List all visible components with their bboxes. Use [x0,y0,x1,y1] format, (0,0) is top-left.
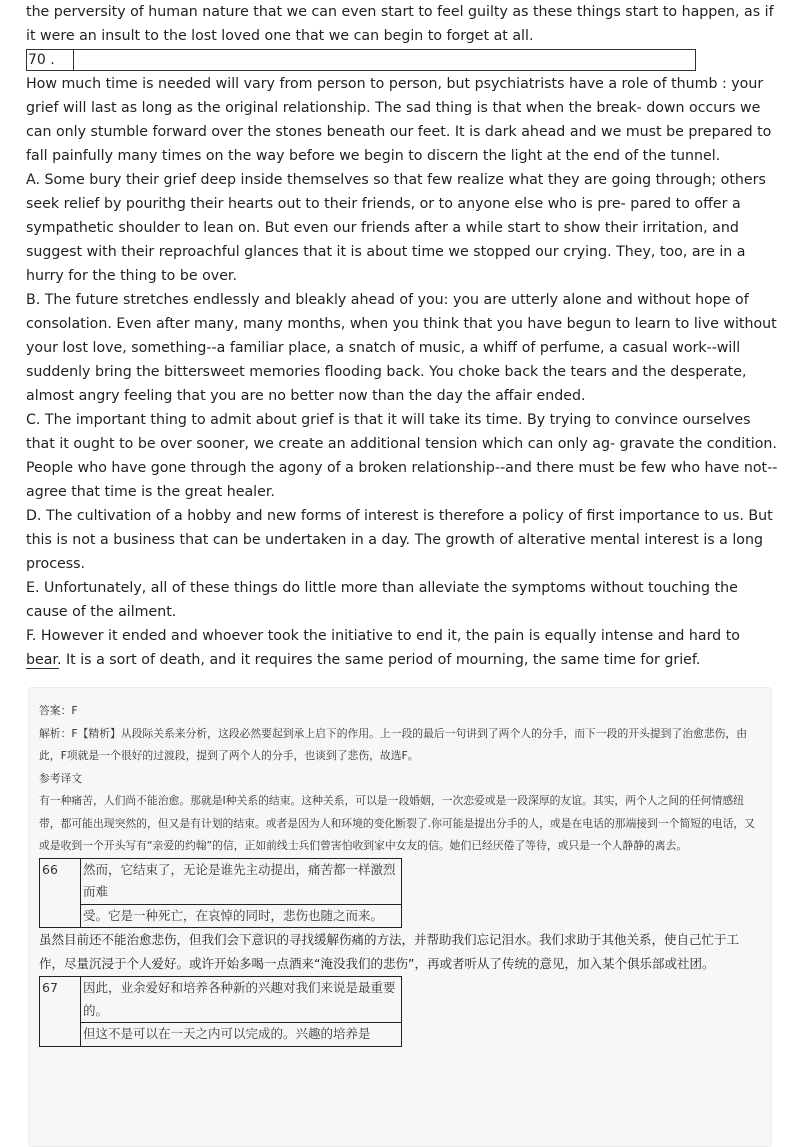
question-section [26,0,778,672]
answer-blank[interactable] [74,49,696,71]
option-b: B. The future stretches endlessly and bleakly ahead of you: you are utterly alone and without hope of consolation. Even after many, many months, when you think that you have begun to learn to live without your lost love, something--a familiar place, a snatch of music, a whiff of perfume, a casual work--will suddenly bring the bittersweet memories flooding back. You choke back the tears and the desperate, almost angry feeling that you are no better now than the day the affair ended. [26,292,777,404]
blank-underline [26,668,59,669]
question-number-row [26,48,778,72]
top-fragment: the perversity of human nature that we can even start to feel guilty as these things start to happen, as if it were an insult to the lost loved one that we can begin to forget at all. [26,4,774,44]
analysis-panel [28,687,772,1147]
table-number: 66 [40,858,81,928]
following-paragraph: How much time is needed will vary from person to person, but psychiatrists have a role of thumb : your grief will last as long as the original relationship. The sad thing is that when the break- down occurs we can only stumble forward over the stones beneath our feet. It is dark ahead and we must be prepared to fall painfully many times on the way before we begin to discern the light at the end of the tunnel. [26,76,772,164]
explanation: 解析：F【精析】从段际关系来分析，这段必然要起到承上启下的作用。上一段的最后一句讲到了两个人的分手，而下一段的开头提到了治愈悲伤，由此，F项就是一个很好的过渡段，提到了两个人的分手，也谈到了悲伤，故选F。 [39,726,748,762]
translation-label: 参考译文 [39,771,83,785]
question-number: 70 . [26,49,74,71]
table-line: 然而，它结束了，无论是谁先主动提出，痛苦都一样激烈而难 [81,858,402,904]
table-number: 67 [40,977,81,1047]
table-line: 因此，业余爱好和培养各种新的兴趣对我们来说是最重要的。 [81,977,402,1023]
option-c: C. The important thing to admit about grief is that it will take its time. By trying to convince ourselves that it ought to be over sooner, we create an additional tension which can only ag- gravate the condition. People who have gone through the agony of a broken relationship--and there must be few who have not--agree that time is the great healer. [26,412,778,500]
option-f: F. However it ended and whoever took the initiative to end it, the pain is equally intense and hard to bear. It is a sort of death, and it requires the same period of mourning, the same time for grief. [26,628,740,668]
translation-table-66 [39,858,402,929]
middle-paragraph: 虽然目前还不能治愈悲伤，但我们会下意识的寻找缓解伤痛的方法，并帮助我们忘记泪水。我们求助于其他关系，使自己忙于工作，尽量沉浸于个人爱好。或许开始多喝一点酒来“淹没我们的悲伤”，再或者听从了传统的意见，加入某个俱乐部或社团。 [39,932,740,971]
option-a: A. Some bury their grief deep inside themselves so that few realize what they are going through; others seek relief by pourithg their hearts out to their friends, or to anyone else who is pre- pared to offer a sympathetic shoulder to lean on. But even our friends after a while start to show their irritation, and suggest with their reproachful glances that it is about time we stopped our crying. They, too, are in a hurry for the thing to be over. [26,172,766,284]
table-line: 但这不是可以在一天之内可以完成的。兴趣的培养是 [81,1023,402,1047]
option-d: D. The cultivation of a hobby and new forms of interest is therefore a policy of first importance to us. But this is not a business that can be undertaken in a day. The growth of alterative mental interest is a long process. [26,508,773,572]
answer-line: 答案：F [39,704,78,717]
option-e: E. Unfortunately, all of these things do little more than alleviate the symptoms without touching the cause of the ailment. [26,580,738,620]
translation-table-67 [39,976,402,1047]
table-line: 受。它是一种死亡，在哀悼的同时，悲伤也随之而来。 [81,904,402,928]
translation-intro: 有一种痛苦，人们尚不能治愈。那就是I种关系的结束。这种关系，可以是一段婚姻，一次恋爱或是一段深厚的友谊。其实，两个人之间的任何情感纽带，都可能出现突然的，但又是有计划的结束。或者是因为人和环境的变化断裂了.你可能是提出分手的人，或是在电话的那端接到一个简短的电话，又或是收到一个开头写有“亲爱的约翰”的信，正如前线士兵们曾害怕收到家中女友的信。她们已经厌倦了等待，或只是一个人静静的离去。 [39,794,756,852]
